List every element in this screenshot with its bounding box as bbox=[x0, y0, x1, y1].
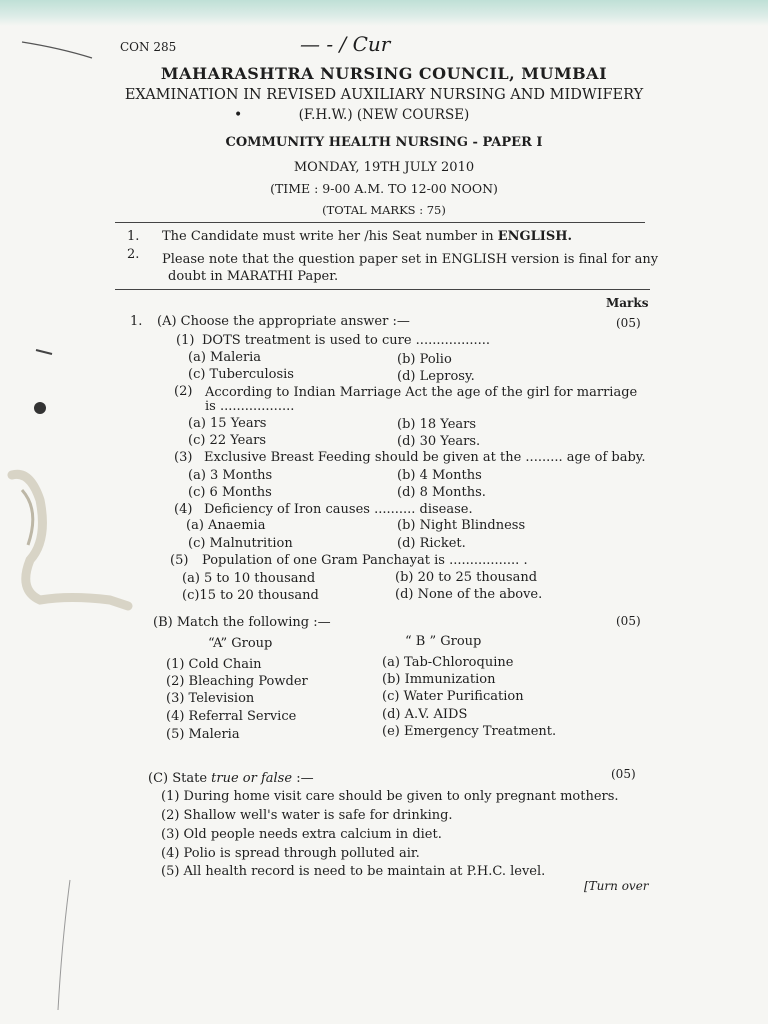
scribble-mark bbox=[36, 350, 52, 354]
punch-hole bbox=[34, 402, 46, 414]
paper-title: COMMUNITY HEALTH NURSING - PAPER I bbox=[225, 135, 543, 150]
mcq-1-option-c: (c) Tuberculosis bbox=[188, 367, 294, 382]
mcq-2-option-b: (b) 18 Years bbox=[397, 417, 477, 432]
mcq-3-option-c: (c) 6 Months bbox=[188, 485, 272, 500]
mcq-1-option-b: (b) Polio bbox=[397, 352, 452, 367]
true-false-item: (2) Shallow well's water is safe for drinking. bbox=[161, 808, 453, 823]
mcq-1-option-a: (a) Maleria bbox=[188, 350, 262, 365]
mcq-5-option-b: (b) 20 to 25 thousand bbox=[395, 570, 538, 585]
part-b-marks: (05) bbox=[616, 614, 641, 628]
group-a-item: (3) Television bbox=[166, 691, 255, 706]
mcq-3-question: Exclusive Breast Feeding should be given at the ......... age of baby. bbox=[204, 450, 646, 465]
fold-line bbox=[58, 880, 70, 1010]
divider-top bbox=[115, 222, 645, 223]
paper-code: CON 285 bbox=[120, 40, 177, 54]
true-false-item: (5) All health record is need to be maintain at P.H.C. level. bbox=[161, 864, 546, 879]
divider-bottom bbox=[115, 289, 650, 290]
turn-over-note: [Turn over bbox=[584, 879, 649, 893]
part-c-marks: (05) bbox=[611, 767, 636, 781]
mcq-5-option-a: (a) 5 to 10 thousand bbox=[182, 571, 316, 586]
group-a-item: (2) Bleaching Powder bbox=[166, 674, 308, 689]
true-false-item: (4) Polio is spread through polluted air. bbox=[161, 846, 420, 861]
mcq-5-question: Population of one Gram Panchayat is ................. . bbox=[202, 553, 528, 568]
mcq-2-option-c: (c) 22 Years bbox=[188, 433, 267, 448]
group-b-heading: “ B ” Group bbox=[405, 634, 482, 649]
group-a-item: (1) Cold Chain bbox=[166, 657, 262, 672]
binding-string-shadow bbox=[22, 490, 33, 545]
council-title: MAHARASHTRA NURSING COUNCIL, MUMBAI bbox=[160, 64, 608, 83]
group-b-item: (e) Emergency Treatment. bbox=[382, 724, 557, 739]
exam-date: MONDAY, 19TH JULY 2010 bbox=[293, 160, 475, 175]
mcq-1-question: DOTS treatment is used to cure .................. bbox=[202, 333, 491, 348]
group-b-item: (a) Tab-Chloroquine bbox=[382, 655, 514, 670]
exam-title-line1: EXAMINATION IN REVISED AUXILIARY NURSING AND MIDWIFERY bbox=[124, 87, 644, 103]
instruction-1-number: 1. bbox=[127, 229, 140, 244]
group-a-item: (5) Maleria bbox=[166, 727, 240, 742]
instruction-2-line2: doubt in MARATHI Paper. bbox=[168, 269, 339, 284]
part-c-label-suffix: :— bbox=[292, 771, 314, 786]
instruction-2-number: 2. bbox=[127, 247, 140, 262]
mcq-1-number: (1) bbox=[176, 333, 195, 348]
mcq-3-number: (3) bbox=[174, 450, 193, 465]
group-b-item: (b) Immunization bbox=[382, 672, 496, 687]
instruction-1 bbox=[162, 229, 572, 244]
group-a-heading: “A” Group bbox=[208, 636, 273, 651]
marks-column-header: Marks bbox=[606, 296, 649, 310]
mcq-2-option-a: (a) 15 Years bbox=[188, 416, 267, 431]
mcq-4-option-b: (b) Night Blindness bbox=[397, 518, 526, 533]
mcq-5-option-d: (d) None of the above. bbox=[395, 587, 543, 602]
mcq-3-option-d: (d) 8 Months. bbox=[397, 485, 486, 500]
mcq-5-option-c: (c)15 to 20 thousand bbox=[182, 588, 319, 603]
part-c-label-italic: true or false bbox=[211, 771, 293, 786]
mcq-4-number: (4) bbox=[174, 502, 193, 517]
mcq-1-option-d: (d) Leprosy. bbox=[397, 369, 475, 384]
mcq-4-option-a: (a) Anaemia bbox=[186, 518, 266, 533]
exam-time: (TIME : 9-00 A.M. TO 12-00 NOON) bbox=[270, 181, 498, 196]
mcq-2-question-line1: According to Indian Marriage Act the age of the girl for marriage bbox=[205, 385, 638, 400]
instruction-2-line1: Please note that the question paper set in ENGLISH version is final for any bbox=[162, 252, 659, 267]
group-b-item: (d) A.V. AIDS bbox=[382, 707, 468, 722]
scribble-mark bbox=[22, 42, 92, 58]
exam-title-line2: (F.H.W.) (NEW COURSE) bbox=[298, 107, 470, 123]
mcq-2-number: (2) bbox=[174, 384, 193, 399]
true-false-item: (1) During home visit care should be given to only pregnant mothers. bbox=[161, 789, 619, 804]
part-a-marks: (05) bbox=[616, 316, 641, 330]
mcq-4-question: Deficiency of Iron causes .......... disease. bbox=[204, 502, 473, 517]
mcq-3-option-a: (a) 3 Months bbox=[188, 468, 273, 483]
group-b-item: (c) Water Purification bbox=[382, 689, 524, 704]
mcq-2-question-line2: is .................. bbox=[205, 399, 295, 414]
mcq-4-option-d: (d) Ricket. bbox=[397, 536, 466, 551]
part-a-label: (A) Choose the appropriate answer :— bbox=[157, 314, 410, 329]
mcq-4-option-c: (c) Malnutrition bbox=[188, 536, 293, 551]
total-marks: (TOTAL MARKS : 75) bbox=[322, 203, 446, 217]
question-1-number: 1. bbox=[130, 314, 143, 329]
instruction-1-emphasis: ENGLISH. bbox=[497, 229, 573, 244]
part-b-label: (B) Match the following :— bbox=[153, 615, 331, 630]
mcq-2-option-d: (d) 30 Years. bbox=[397, 434, 481, 449]
part-c-label bbox=[148, 771, 314, 786]
bullet-mark: • bbox=[234, 107, 243, 123]
true-false-item: (3) Old people needs extra calcium in diet. bbox=[161, 827, 442, 842]
group-a-item: (4) Referral Service bbox=[166, 709, 297, 724]
handwritten-note: — - / Cur bbox=[300, 32, 391, 56]
mcq-3-option-b: (b) 4 Months bbox=[397, 468, 482, 483]
mcq-5-number: (5) bbox=[170, 553, 189, 568]
instruction-1-text: The Candidate must write her /his Seat number in bbox=[162, 229, 498, 244]
part-c-label-prefix: (C) State bbox=[148, 771, 212, 786]
